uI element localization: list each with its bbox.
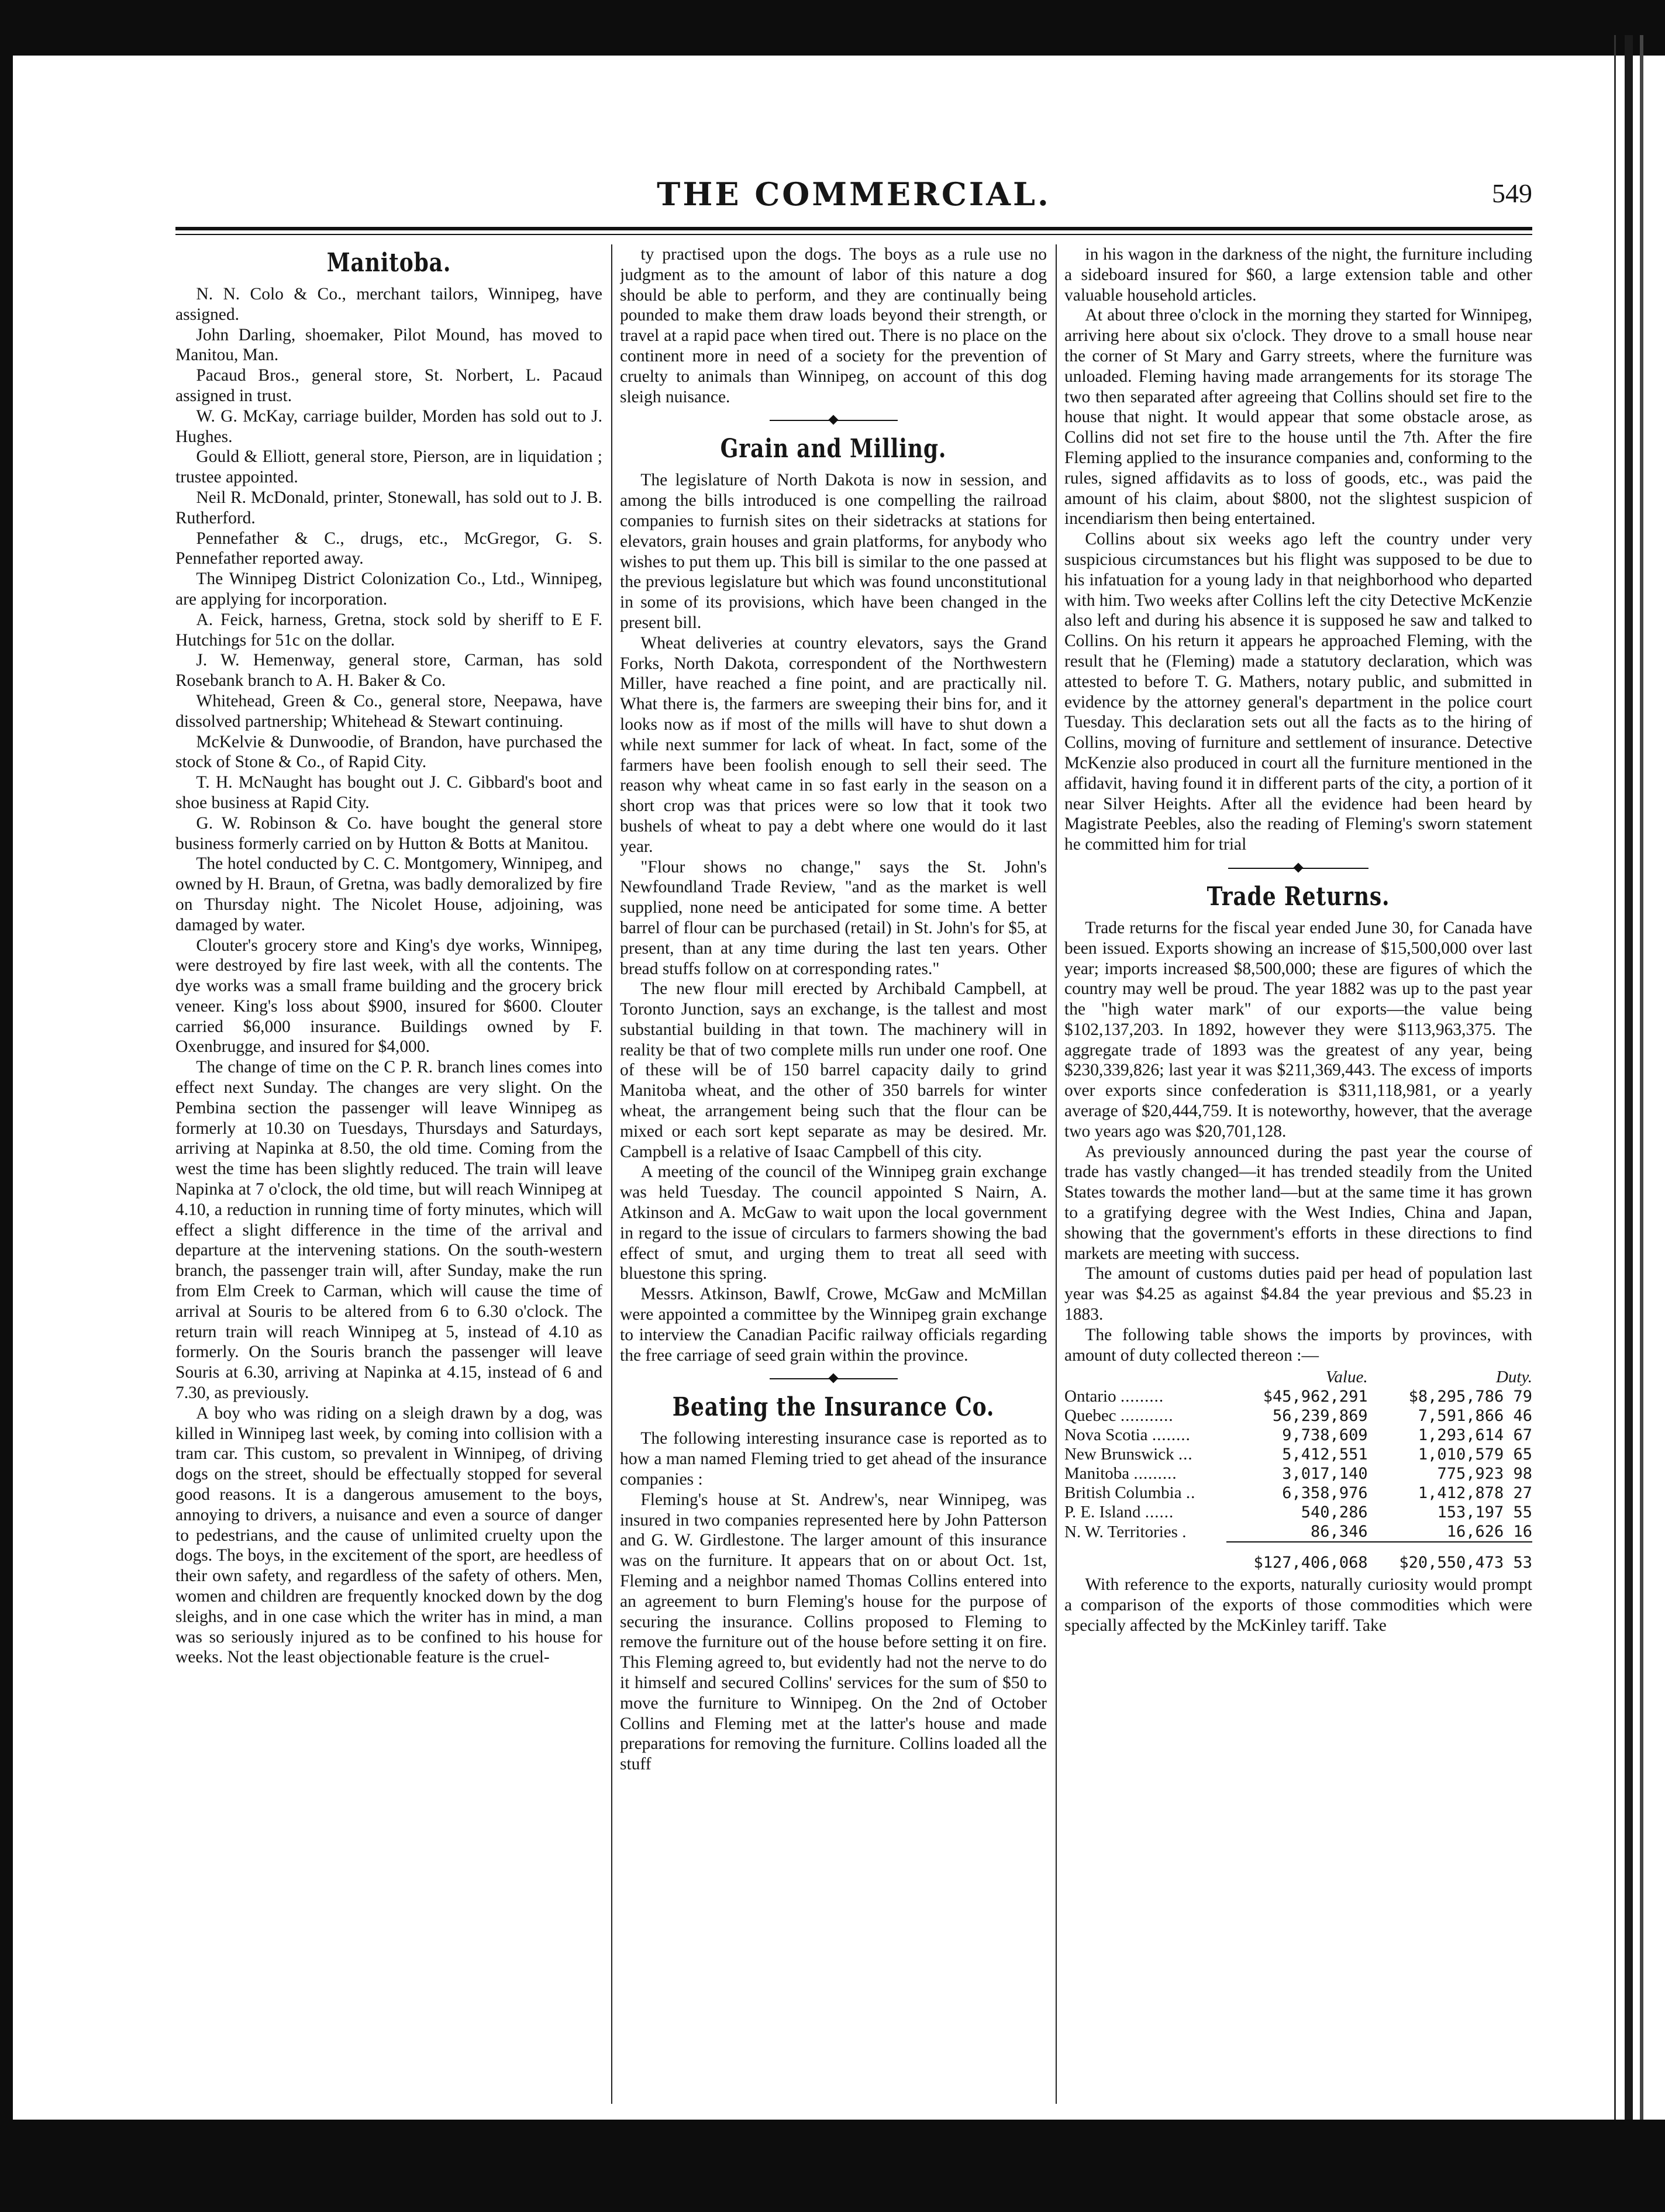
province-name: Ontario (1064, 1387, 1116, 1406)
paragraph: The legislature of North Dakota is now in session, and among the bills introduced is one compelling the railroad companies to furnish sites on their sidetracks at stations for elevators, grain houses and grain platforms, for anybody who wishes to put them up. This bill is similar to the one passed at the previous legislature but which was found unconstitutional in some of its provisions, which have been changed in the present bill. (620, 471, 1047, 632)
province-name: British Columbia (1064, 1483, 1182, 1503)
paragraph: Clouter's grocery store and King's dye works, Winnipeg, were destroyed by fire last week, with all the contents. The dye works was a small frame building and the grocery brick veneer. King's loss about $900, insured for $600. Clouter carried $6,000 insurance. Buildings owned by F. Oxenbrugge, and insured for $4,000. (175, 936, 602, 1057)
paragraph: A boy who was riding on a sleigh drawn by a dog, was killed in Winnipeg last week, by coming into collision with a tram car. This custom, so prevalent in Winnipeg, of driving dogs on the street, should be effectually stopped for several good reasons. It is a dangerous amusement to the boys, annoying to drivers, a nuisance and even a source of danger to pedestrians, and the cause of unlimited cruelty upon the dogs. The boys, in the excitement of the sport, are heedless of their own safety, and regardless of the safety of others. Men, women and children are frequently knocked down by the dog sleighs, and in one case which the writer has in mind, a man was so seriously injured as to be confined to his house for weeks. Not the least objectionable feature is the cruel- (175, 1403, 602, 1667)
leader-dots: ... (1178, 1445, 1193, 1464)
duty-cell: $8,295,786 79 (1408, 1388, 1532, 1406)
paragraph: As previously announced during the past year the course of trade has vastly changed—it has trended steadily from the United States towards the mother land—but at the same time it has grown to a gratifying degree with the West Indies, China and Japan, showing that the government's efforts in these directions to find markets are meeting with success. (1064, 1142, 1532, 1263)
paragraph: Neil R. McDonald, printer, Stonewall, has sold out to J. B. Rutherford. (175, 488, 602, 527)
total-value: $127,406,068 (1226, 1542, 1367, 1572)
value-cell: $45,962,291 (1263, 1388, 1368, 1406)
paragraph: "Flour shows no change," says the St. John's Newfoundland Trade Review, "and as the market is well supplied, none need be anticipated for some time. A better barrel of flour can be purchased (retail) in St. John's for $5, at present, than at any time during the last ten years. Other bread stuffs follow on at corresponding rates." (620, 857, 1047, 978)
paragraph: W. G. McKay, carriage builder, Morden has sold out to J. Hughes. (175, 406, 602, 446)
table-total-row (1064, 1542, 1532, 1572)
page-number: 549 (1492, 178, 1532, 208)
leader-dots: ........... (1120, 1406, 1174, 1426)
section-heading-insurance: Beating the Insurance Co. (672, 1392, 995, 1423)
paragraph: The new flour mill erected by Archibald Campbell, at Toronto Junction, says an exchange, is the tallest and most substantial building in that town. The machinery will in reality be that of two complete mills run under one roof. One of these will be of 150 barrel capacity daily to grind Manitoba wheat, and the other of 350 barrels for winter wheat, the arrangement being such that the flour can be mixed or each sort kept separate as may be desired. Mr. Campbell is a relative of Isaac Campbell of this city. (620, 979, 1047, 1161)
insurance-article-continued (1064, 244, 1532, 855)
province-name: New Brunswick (1064, 1445, 1174, 1464)
table-row (1064, 1426, 1532, 1445)
paragraph: The amount of customs duties paid per head of population last year was $4.25 as against $4.84 the year previous and $5.23 in 1883. (1064, 1264, 1532, 1324)
value-cell: 86,346 (1311, 1523, 1368, 1541)
scan-top-border (0, 0, 1665, 56)
paragraph: A. Feick, harness, Gretna, stock sold by sheriff to E F. Hutchings for 51c on the dollar. (175, 610, 602, 650)
province-cell (1064, 1426, 1226, 1445)
trade-returns-closing (1064, 1575, 1532, 1635)
province-name: Nova Scotia (1064, 1426, 1148, 1445)
masthead-rule-thick (175, 227, 1532, 230)
paragraph: Trade returns for the fiscal year ended June 30, for Canada have been issued. Exports showing an increase of $15,500,000 over last year; imports increased $8,500,000; these are figures of which the country may well be proud. The year 1882 was up to the past year the "high water mark" of our exports—the value being $102,137,203. In 1892, however they were $113,963,375. The aggregate trade of 1893 was the greatest of any year, being $230,339,826; last year it was $211,369,443. The excess of imports over exports since confederation is $311,118,981, or a yearly average of $20,444,759. It is noteworthy, however, that the average two years ago was $20,701,128. (1064, 918, 1532, 1141)
value-cell: 540,286 (1301, 1503, 1368, 1522)
province-cell (1064, 1406, 1226, 1426)
duty-cell: 1,412,878 27 (1418, 1484, 1532, 1503)
province-name: N. W. Territories (1064, 1522, 1178, 1541)
paragraph: The Winnipeg District Colonization Co., Ltd., Winnipeg, are applying for incorporation. (175, 570, 602, 609)
province-cell (1064, 1387, 1226, 1406)
leader-dots: . (1182, 1522, 1187, 1541)
column-3 (1064, 244, 1532, 2104)
paragraph: Pacaud Bros., general store, St. Norbert, L. Pacaud assigned in trust. (175, 366, 602, 405)
insurance-article (620, 1428, 1047, 1775)
paragraph: ty practised upon the dogs. The boys as a rule use no judgment as to the amount of labor of this nature a dog should be able to perform, and they are continually being pounded to make them draw loads beyond their strength, or travel at a rapid pace when tired out. There is no place on the continent more in need of a society for the prevention of cruelty to animals than Winnipeg, on account of this dog sleigh nuisance. (620, 245, 1047, 406)
table-header-duty: Duty. (1495, 1368, 1532, 1387)
column-divider-2 (1056, 244, 1057, 2104)
duty-cell: 775,923 98 (1437, 1465, 1532, 1483)
section-heading-grain-milling: Grain and Milling. (720, 434, 947, 464)
masthead-rule-thin (175, 234, 1532, 235)
scan-left-border (0, 0, 13, 2212)
paragraph: The following interesting insurance case is reported as to how a man named Fleming tried to get ahead of the insurance companies : (620, 1429, 1047, 1489)
table-row (1064, 1503, 1532, 1522)
value-cell: 3,017,140 (1282, 1465, 1368, 1483)
province-cell (1064, 1464, 1226, 1483)
table-row (1064, 1445, 1532, 1464)
masthead-title: THE COMMERCIAL. (657, 175, 1051, 213)
scan-bottom-border (0, 2120, 1665, 2212)
column-2 (620, 244, 1047, 2104)
value-cell: 5,412,551 (1282, 1445, 1368, 1464)
duty-cell: 1,010,579 65 (1418, 1445, 1532, 1464)
province-cell (1064, 1503, 1226, 1522)
paragraph: Whitehead, Green & Co., general store, Neepawa, have dissolved partnership; Whitehead & Stewart continuing. (175, 691, 602, 731)
paragraph: Pennefather & C., drugs, etc., McGregor, G. S. Pennefather reported away. (175, 529, 602, 568)
table-row (1064, 1464, 1532, 1483)
table-header-row (1064, 1368, 1532, 1387)
leader-dots: .. (1185, 1483, 1196, 1503)
imports-by-province-table (1064, 1368, 1532, 1572)
paragraph: The hotel conducted by C. C. Montgomery, Winnipeg, and owned by H. Braun, of Gretna, was badly demoralized by fire on Thursday night. The Nicolet House, adjoining, was damaged by water. (175, 854, 602, 934)
separator-ornament (620, 412, 1047, 429)
paragraph: With reference to the exports, naturally curiosity would prompt a comparison of the exports of those commodities which were specially affected by the McKinley tariff. Take (1064, 1575, 1532, 1635)
paragraph: Gould & Elliott, general store, Pierson, are in liquidation ; trustee appointed. (175, 447, 602, 487)
province-name: Manitoba (1064, 1464, 1130, 1483)
province-cell (1064, 1522, 1226, 1542)
paragraph: A meeting of the council of the Winnipeg grain exchange was held Tuesday. The council appointed S Nairn, A. Atkinson and A. McGaw to wait upon the local government in regard to the issue of circulars to farmers showing the bad effect of smut, and urging them to treat all seed with bluestone this spring. (620, 1162, 1047, 1283)
column-divider-1 (611, 244, 612, 2104)
paragraph: in his wagon in the darkness of the night, the furniture including a sideboard insured for $60, a large extension table and other valuable household articles. (1064, 245, 1532, 305)
paragraph: At about three o'clock in the morning they started for Winnipeg, arriving here about six o'clock. They drove to a small house near the corner of St Mary and Garry streets, where the furniture was unloaded. Fleming having made arrangements for its storage The two then separated after agreeing that Collins should set fire to the house that night. It would appear that some obstacle arose, as Collins did not set fire to the house until the 7th. After the fire Fleming applied to the insurance companies and, conforming to the rules, signed affidavits as to loss of goods, etc., was paid the amount of his claim, about $800, not the slightest suspicion of incendiarism then being entertained. (1064, 306, 1532, 529)
province-name: P. E. Island (1064, 1503, 1141, 1522)
value-cell: 9,738,609 (1282, 1426, 1368, 1445)
section-heading-manitoba: Manitoba. (326, 248, 451, 278)
paragraph: Messrs. Atkinson, Bawlf, Crowe, McGaw and McMillan were appointed a committee by the Winnipeg grain exchange to interview the Canadian Pacific railway officials regarding the free carriage of seed grain within the province. (620, 1285, 1047, 1365)
dog-sleigh-article-continued (620, 244, 1047, 407)
scan-right-edge (1614, 35, 1665, 2140)
paragraph: Collins about six weeks ago left the country under very suspicious circumstances but his flight was supposed to be due to his infatuation for a young lady in that neighborhood who departed with him. Two weeks after Collins left the city Detective McKenzie also left and during his absence it is supposed he saw and talked to Collins. On his return it appears he approached Fleming, with the result that he (Fleming) made a statutory declaration, which was attested to before T. G. Mathers, notary public, and submitted in evidence by the attorney general's department in the police court Tuesday. This declaration sets out all the facts as to the hiring of Collins, moving of furniture and settlement of insurance. Detective McKenzie also produced in court all the furniture mentioned in the affidavit, having found it in different parts of the city, a portion of it near Silver Heights. After all the evidence had been heard by Magistrate Peebles, also the reading of Fleming's sworn statement he committed him for trial (1064, 530, 1532, 854)
duty-cell: 153,197 55 (1437, 1503, 1532, 1522)
trade-returns-article (1064, 918, 1532, 1366)
paragraph: Fleming's house at St. Andrew's, near Winnipeg, was insured in two companies represented here by John Patterson and G. W. Girdlestone. The larger amount of this insurance was on the furniture. It appears that on or about Oct. 1st, Fleming and a neighbor named Thomas Collins entered into an agreement to burn Fleming's house for the purpose of securing the insurance. Collins proposed to Fleming to remove the furniture out of the house before setting it on fire. This Fleming agreed to, but evidently had not the nerve to do it himself and secured Collins' services for the sum of $50 to move the furniture to Winnipeg. On the 2nd of October Collins and Fleming met at the latter's house and made preparations for removing the furniture. Collins loaded all the stuff (620, 1490, 1047, 1774)
duty-cell: 7,591,866 46 (1418, 1407, 1532, 1426)
table-row (1064, 1483, 1532, 1503)
value-cell: 6,358,976 (1282, 1484, 1368, 1503)
table-row (1064, 1522, 1532, 1542)
paragraph: J. W. Hemenway, general store, Carman, has sold Rosebank branch to A. H. Baker & Co. (175, 651, 602, 691)
duty-cell: 16,626 16 (1446, 1523, 1532, 1541)
paragraph: The following table shows the imports by provinces, with amount of duty collected thereon :— (1064, 1325, 1532, 1365)
province-name: Quebec (1064, 1406, 1116, 1426)
paragraph: McKelvie & Dunwoodie, of Brandon, have purchased the stock of Stone & Co., of Rapid City. (175, 732, 602, 772)
province-cell (1064, 1445, 1226, 1464)
separator-ornament (1064, 860, 1532, 877)
manitoba-articles (175, 284, 602, 1668)
table-row (1064, 1387, 1532, 1406)
paragraph: T. H. McNaught has bought out J. C. Gibbard's boot and shoe business at Rapid City. (175, 773, 602, 812)
leader-dots: ......... (1120, 1387, 1164, 1406)
table-header-value: Value. (1325, 1368, 1368, 1387)
masthead (175, 140, 1532, 213)
duty-cell: 1,293,614 67 (1418, 1426, 1532, 1445)
separator-ornament (620, 1370, 1047, 1388)
leader-dots: ........ (1152, 1426, 1191, 1445)
paragraph: N. N. Colo & Co., merchant tailors, Winnipeg, have assigned. (175, 285, 602, 324)
table-row (1064, 1406, 1532, 1426)
column-1 (175, 244, 602, 2104)
grain-milling-articles (620, 470, 1047, 1365)
paragraph: The change of time on the C P. R. branch lines comes into effect next Sunday. The changes are very slight. On the Pembina section the passenger will leave Winnipeg as formerly at 10.30 on Tuesdays, Thursdays and Saturdays, arriving at Napinka at 8.50, the old time. Coming from the west the time has been slightly reduced. The train will leave Napinka at 7 o'clock, the old time, but will reach Winnipeg at 4.10, a reduction in running time of forty minutes, which will effect a slight difference in the time of the arrival and departure at the intervening stations. On the south-western branch, the passenger train will, after Sunday, make the run from Elm Creek to Carman, which will cause the time of arrival at Souris to be altered from 6 to 6.30 o'clock. The return train will reach Winnipeg at 5, instead of 4.10 as formerly. On the Souris branch the passenger will leave Souris at 6.30, arriving at Napinka at 4.15, instead of 6 and 7.30, as previously. (175, 1058, 602, 1403)
paragraph: John Darling, shoemaker, Pilot Mound, has moved to Manitou, Man. (175, 325, 602, 365)
total-duty: $20,550,473 53 (1368, 1542, 1532, 1572)
leader-dots: ...... (1145, 1503, 1174, 1522)
section-heading-trade-returns: Trade Returns. (1206, 881, 1390, 912)
leader-dots: ......... (1133, 1464, 1177, 1483)
paragraph: Wheat deliveries at country elevators, says the Grand Forks, North Dakota, correspondent of the Northwestern Miller, have reached a fine point, and are practically nil. What there is, the farmers are sweeping their bins for, and it looks now as if most of the mills will have to shut down a while next summer for lack of wheat. In fact, some of the farmers have been foolish enough to sell their seed. The reason why wheat came in so fast early in the season on a short crop was that prices were so low that it took two bushels of wheat to pay a debt where one would do it last year. (620, 633, 1047, 856)
province-cell (1064, 1483, 1226, 1503)
paragraph: G. W. Robinson & Co. have bought the general store business formerly carried on by Hutton & Botts at Manitou. (175, 813, 602, 853)
value-cell: 56,239,869 (1273, 1407, 1368, 1426)
